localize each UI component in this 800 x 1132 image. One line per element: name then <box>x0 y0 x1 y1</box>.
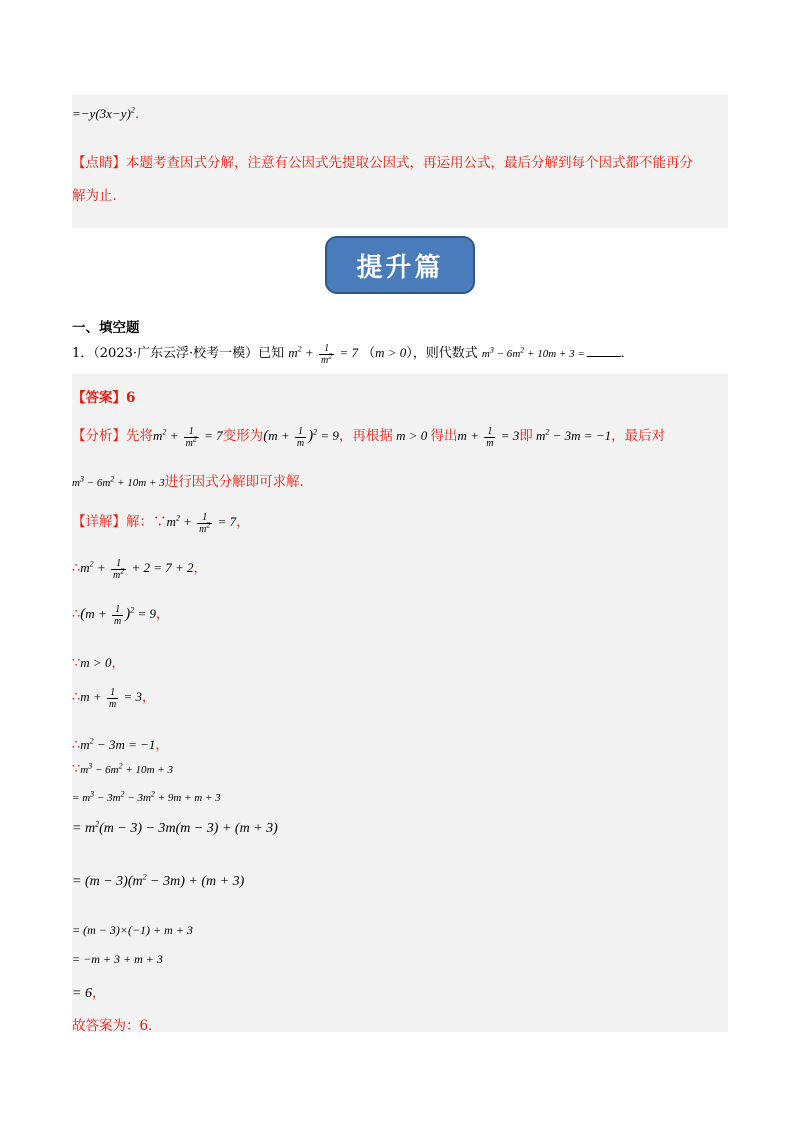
comment-line-1 <box>72 151 693 171</box>
step-4: ∴m + $\frac{1}{m}$ = 3， <box>72 686 155 710</box>
comment-text-1: 本题考查因式分解，注意有公因式先提取公因式，再运用公式，最后分解到每个因式都不能再分 <box>126 155 693 171</box>
step-9: = $(m - 3)(m^2 - 3m) + (m + 3)$ <box>72 872 245 889</box>
section-heading: 一、填空题 <box>72 320 140 336</box>
answer-line <box>72 386 135 406</box>
detail-line: 【详解】解：$\because m^2$ + $\frac{1}{m^2}$ = 7， <box>72 511 250 535</box>
detail-tag: 【详解】 <box>72 514 126 530</box>
step-8: = $m^2(m - 3) - 3m(m - 3) + (m + 3)$ <box>72 819 278 836</box>
comment-tag: 【点睛】 <box>72 155 126 171</box>
step-10: = (m − 3)×(−1) + m + 3 <box>72 923 193 937</box>
step-12: = 6， <box>72 986 105 1001</box>
banner-title: 提升篇 <box>356 252 444 283</box>
step-5: $\therefore m^2 - 3m = -1$， <box>72 736 169 753</box>
final-answer-line: 故答案为：6． <box>72 1018 162 1034</box>
analysis-line: 【分析】先将$m^2$ + $\frac{1}{m^2}$ = 7变形为(m + $\frac{1}{m}$ )$^2$ = 9，再根据 m > 0 得出m + $\frac{1}{m}$ = 3即 $m^2 - 3m = -1$，最后对 <box>72 425 666 449</box>
answer-value: 6 <box>126 390 136 406</box>
analysis-line-2: $m^3 - 6m^2 + 10m + 3$进行因式分解即可求解． <box>72 474 314 490</box>
comment-line-2 <box>72 184 126 204</box>
question-1: 1．（2023·广东云浮·校考一模）已知 $m^2$ + $\frac{1}{m^2}$ = 7 （m > 0），则代数式 $m^3 - 6m^2 + 10m + 3$ = ． <box>72 342 634 366</box>
section-banner <box>325 236 475 294</box>
previous-result-line: $=-y(3x-y)^2$． <box>72 105 148 121</box>
step-3: ∵m > 0， <box>72 655 125 671</box>
comment-text-2: 解为止． <box>72 188 126 204</box>
step-2: ∴(m + $\frac{1}{m}$ )$^2$ = 9， <box>72 603 169 627</box>
step-11: = −m + 3 + m + 3 <box>72 952 163 966</box>
step-6: $\because m^3 - 6m^2 + 10m + 3$ <box>72 761 173 777</box>
answer-tag: 【答案】 <box>72 390 126 406</box>
step-1: $\therefore m^2$ + $\frac{1}{m^2}$ + 2 = 7 + 2， <box>72 557 207 581</box>
step-7: = $m^3 - 3m^2 - 3m^2 + 9m + m + 3$ <box>72 789 221 804</box>
